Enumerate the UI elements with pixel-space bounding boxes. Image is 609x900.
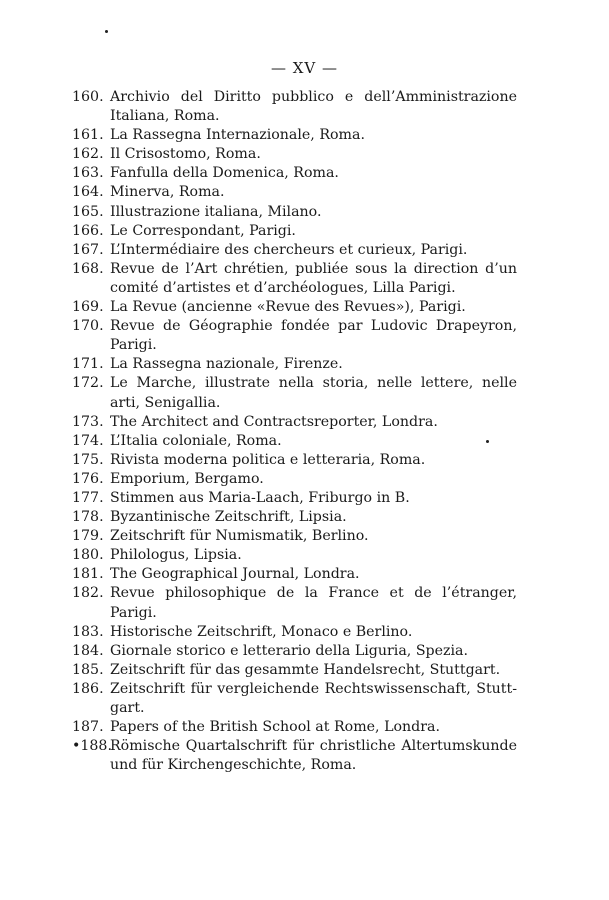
entry-number: 171. [72,356,104,373]
list-item [72,183,517,202]
list-item [72,718,517,737]
entry-text [110,413,517,432]
entry-number: 181. [72,566,104,583]
entry-line: Emporium, Bergamo. [110,470,264,487]
list-item [72,737,517,775]
entry-line: Italiana, Roma. [110,108,220,125]
entry-text [110,527,517,546]
entry-line: Zeitschrift für Numismatik, Berlino. [110,528,369,545]
list-item [72,623,517,642]
entry-text [110,126,517,145]
list-item [72,508,517,527]
entry-number: 179. [72,528,104,545]
entry-line: Illustrazione italiana, Milano. [110,203,322,220]
entry-text [110,203,517,222]
entry-number: 178. [72,509,104,526]
entry-number: 163. [72,165,104,182]
entry-number: 170. [72,318,104,335]
list-item [72,642,517,661]
entry-number: 176. [72,470,104,487]
entry-text [110,623,517,642]
entry-text [110,88,517,126]
entry-line: Revue philosophique de la France et de l’étranger, [110,585,517,602]
entry-text [110,489,517,508]
list-item [72,88,517,126]
list-item [72,432,517,451]
entry-number: 187. [72,719,104,736]
entry-number: 167. [72,241,104,258]
entry-text [110,241,517,260]
entry-line: Papers of the British School at Rome, Londra. [110,719,441,736]
entry-number: 172. [72,375,104,392]
list-item [72,126,517,145]
entry-line: Revue de l’Art chrétien, publiée sous la direction d’un [110,260,517,277]
entry-number: 180. [72,547,104,564]
entry-line: Rivista moderna politica e letteraria, Roma. [110,451,426,468]
entry-line: Archivio del Diritto pubblico e dell’Amministrazione [110,89,517,105]
entry-text [110,164,517,183]
entry-number: 169. [72,299,104,316]
entry-line: Stimmen aus Maria-Laach, Friburgo in B. [110,489,410,506]
entry-line: L’Intermédiaire des chercheurs et curieux, Parigi. [110,241,468,258]
list-item [72,661,517,680]
entry-line: Giornale storico e letterario della Liguria, Spezia. [110,642,468,659]
entry-line: Il Crisostomo, Roma. [110,146,261,163]
list-item [72,298,517,317]
entry-number: 165. [72,203,104,220]
list-item [72,317,517,355]
list-item [72,260,517,298]
entry-text [110,183,517,202]
entry-line: Philologus, Lipsia. [110,547,242,564]
list-item [72,527,517,546]
list-item [72,374,517,412]
entry-line: und für Kirchengeschichte, Roma. [110,757,357,774]
entry-line: gart. [110,700,145,716]
entry-line: The Geographical Journal, Londra. [110,566,360,583]
entry-number: 168. [72,260,104,277]
entry-text [110,508,517,527]
entry-number: 160. [72,89,104,105]
entry-number: •188. [72,738,112,755]
entry-text [110,298,517,317]
entry-line: Le Marche, illustrate nella storia, nelle lettere, nelle [110,375,517,392]
entry-line: Fanfulla della Domenica, Roma. [110,165,339,182]
entry-line: La Rassegna Internazionale, Roma. [110,127,365,144]
entry-line: Parigi. [110,337,157,354]
list-item [72,680,517,718]
entry-text [110,432,517,451]
entry-text [110,565,517,584]
ink-speck [105,30,108,33]
page-number: — XV — [270,59,339,77]
entry-text [110,737,517,775]
entry-line: Byzantinische Zeitschrift, Lipsia. [110,509,347,526]
entry-number: 186. [72,680,104,697]
entry-text [110,260,517,298]
entry-number: 185. [72,661,104,678]
entry-number: 164. [72,184,104,201]
entry-line: La Rassegna nazionale, Firenze. [110,356,343,373]
list-item [72,470,517,489]
list-item [72,489,517,508]
entry-number: 177. [72,489,104,506]
list-item [72,355,517,374]
list-item [72,241,517,260]
entry-line: Römische Quartalschrift für christliche Altertumskunde [110,738,517,755]
entry-line: Le Correspondant, Parigi. [110,222,296,239]
entry-number: 182. [72,585,104,602]
entry-text [110,546,517,565]
entry-number: 162. [72,146,104,163]
list-item [72,584,517,622]
entry-line: Minerva, Roma. [110,184,225,201]
entry-line: arti, Senigallia. [110,394,221,411]
list-item [72,565,517,584]
entry-number: 173. [72,413,104,430]
entry-text [110,145,517,164]
entry-text [110,584,517,622]
entry-text [110,374,517,412]
entry-text [110,451,517,470]
entry-line: Historische Zeitschrift, Monaco e Berlino. [110,623,413,640]
entry-text [110,661,517,680]
entry-number: 184. [72,642,104,659]
entry-text [110,680,517,718]
entry-number: 174. [72,432,104,449]
entry-text [110,222,517,241]
entry-line: comité d’artistes et d’archéologues, Lilla Parigi. [110,279,456,296]
entry-text [110,355,517,374]
list-item [72,451,517,470]
entry-number: 175. [72,451,104,468]
entry-line: Revue de Géographie fondée par Ludovic Drapeyron, [110,318,517,335]
list-item [72,203,517,222]
entry-line: Zeitschrift für vergleichende Rechtswissenschaft, Stutt- [110,680,517,697]
list-item [72,546,517,565]
entry-text [110,718,517,737]
list-item [72,145,517,164]
entry-text [110,317,517,355]
entry-number: 183. [72,623,104,640]
entry-line: Parigi. [110,604,157,621]
entry-number: 166. [72,222,104,239]
entry-text [110,642,517,661]
entry-line: Zeitschrift für das gesammte Handelsrecht, Stuttgart. [110,661,501,678]
periodicals-list [72,88,517,775]
list-item [72,413,517,432]
list-item [72,164,517,183]
list-item [72,222,517,241]
entry-text [110,470,517,489]
entry-line: L’Italia coloniale, Roma. [110,432,282,449]
entry-number: 161. [72,127,104,144]
entry-line: The Architect and Contractsreporter, Londra. [110,413,438,430]
entry-line: La Revue (ancienne «Revue des Revues»), Parigi. [110,299,466,316]
